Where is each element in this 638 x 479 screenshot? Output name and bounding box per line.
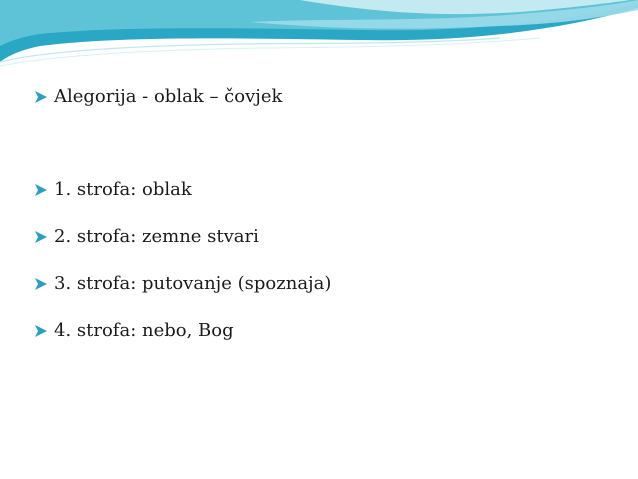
- header-wave-decoration: [0, 0, 638, 75]
- bullet-item-strofa-1: [34, 179, 192, 201]
- arrow-bullet-icon: [34, 230, 48, 244]
- bullet-text: 3. strofa: putovanje (spoznaja): [54, 273, 332, 294]
- arrow-bullet-icon: [34, 277, 48, 291]
- bullet-item-strofa-3: [34, 273, 331, 295]
- bullet-text: Alegorija - oblak – čovjek: [54, 86, 283, 107]
- bullet-text: 2. strofa: zemne stvari: [54, 226, 259, 247]
- arrow-bullet-icon: [34, 90, 48, 104]
- bullet-item-allegory: [34, 86, 282, 108]
- arrow-bullet-icon: [34, 324, 48, 338]
- bullet-item-strofa-2: [34, 226, 259, 248]
- bullet-item-strofa-4: [34, 320, 234, 342]
- arrow-bullet-icon: [34, 183, 48, 197]
- bullet-text: 1. strofa: oblak: [54, 179, 192, 200]
- bullet-text: 4. strofa: nebo, Bog: [54, 320, 234, 341]
